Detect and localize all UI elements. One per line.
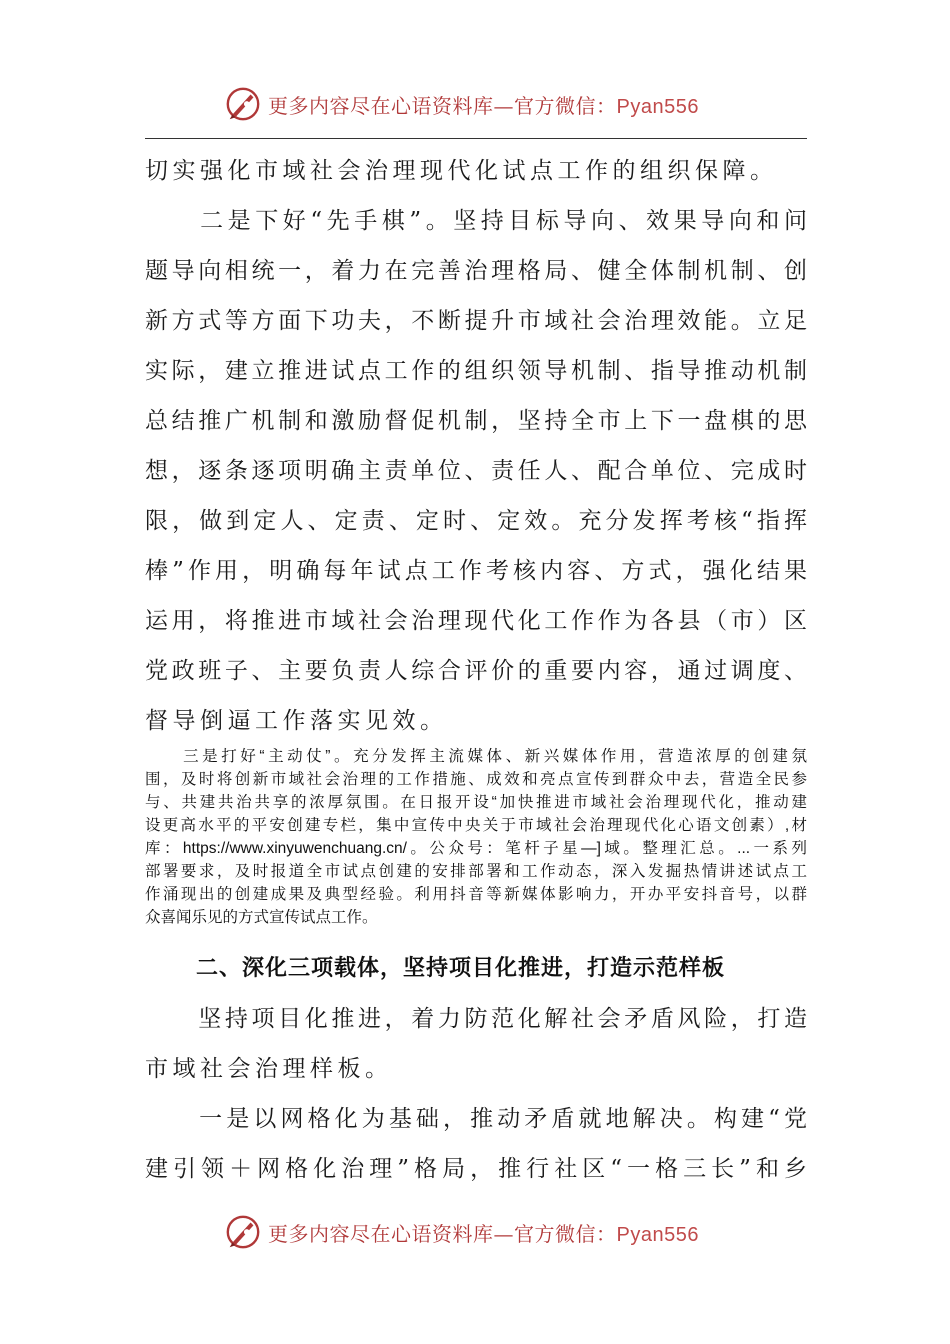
header-wechat-id: Pyan556 [616,95,699,118]
pen-logo-icon [224,1213,262,1251]
footer-banner [224,1212,699,1252]
small-text-line: 三是打好“主动仗”。充分发挥主流媒体、新兴媒体作用，营造浓厚的创建氛 [145,748,807,765]
header-rule [145,138,807,139]
footer-wechat-id: Pyan556 [616,1223,699,1246]
header-banner-text: 更多内容尽在心语资料库—官方微信：Pyan556 [268,93,699,118]
small-text-line: 作涌现出的创建成果及典型经验。利用抖音等新媒体影响力，开办平安抖音号，以群 [145,886,807,903]
small-text-line: 众喜闻乐见的方式宣传试点工作。 [145,909,378,926]
body-line: 题导向相统一，着力在完善治理格局、健全体制机制、创 [145,258,807,284]
section-heading: 二、深化三项载体，坚持项目化推进，打造示范样板 [196,956,726,981]
body-line: 实际，建立推进试点工作的组织领导机制、指导推动机制 [145,358,807,384]
body-line: 二是下好“先手棋”。坚持目标导向、效果导向和问 [145,208,807,234]
body-line: 坚持项目化推进，着力防范化解社会矛盾风险，打造 [145,1006,807,1032]
body-line: 运用，将推进市域社会治理现代化工作作为各县（市）区 [145,608,807,634]
small-text-line: 与、共建共治共享的浓厚氛围。在日报开设“加快推进市域社会治理现代化，推动建 [145,794,807,811]
header-banner [224,84,699,124]
body-line: 新方式等方面下功夫，不断提升市域社会治理效能。立足 [145,308,807,334]
pen-logo-icon [224,85,262,123]
small-text-line: 库：https://www.xinyuwenchuang.cn/。公众号：笔杆子星—]域。整理汇总。...一系列 [145,840,807,857]
body-line: 党政班子、主要负责人综合评价的重要内容，通过调度、 [145,658,807,684]
small-text-line: 设更高水平的平安创建专栏，集中宣传中央关于市域社会治理现代化心语文创素）,材 [145,817,807,834]
body-line: 想，逐条逐项明确主责单位、责任人、配合单位、完成时 [145,458,807,484]
small-text-line: 围，及时将创新市域社会治理的工作措施、成效和亮点宣传到群众中去，营造全民参 [145,771,807,788]
body-line: 总结推广机制和激励督促机制，坚持全市上下一盘棋的思 [145,408,807,434]
body-line: 督导倒逼工作落实见效。 [145,708,448,734]
body-line: 市域社会治理样板。 [145,1056,393,1082]
body-line: 建引领＋网格化治理”格局，推行社区“一格三长”和乡 [145,1156,807,1182]
body-line: 一是以网格化为基础，推动矛盾就地解决。构建“党 [145,1106,807,1132]
body-line: 棒”作用，明确每年试点工作考核内容、方式，强化结果 [145,558,807,584]
body-line: 限，做到定人、定责、定时、定效。充分发挥考核“指挥 [145,508,807,534]
footer-banner-text: 更多内容尽在心语资料库—官方微信：Pyan556 [268,1221,699,1246]
small-text-line: 部署要求，及时报道全市试点创建的安排部署和工作动态，深入发掘热情讲述试点工 [145,863,807,880]
body-line: 切实强化市域社会治理现代化试点工作的组织保障。 [145,158,778,184]
